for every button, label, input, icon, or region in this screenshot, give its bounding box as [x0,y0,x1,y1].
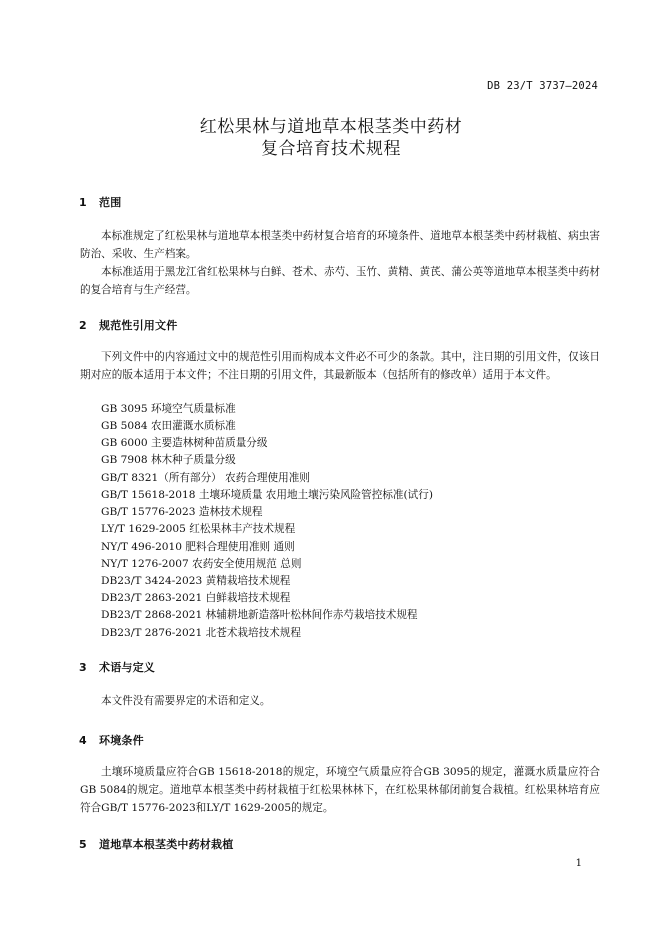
paragraph: 本标准适用于黑龙江省红松果林与白鲜、苍术、赤芍、玉竹、黄精、黄芪、蒲公英等道地草本根茎类中药材的复合培育与生产经营。 [80,266,600,296]
document-title-line-1: 红松果林与道地草本根茎类中药材 [199,117,463,137]
section-title: 术语与定义 [99,661,155,674]
page-number: 1 [575,858,582,869]
section-number: 4 [79,734,87,747]
section-heading-terms-definitions [79,659,155,675]
reference-item: LY/T 1629-2005 红松果林丰产技术规程 [101,523,296,535]
reference-item: NY/T 1276-2007 农药安全使用规范 总则 [101,558,302,570]
reference-item: GB 3095 环境空气质量标准 [101,403,236,415]
section-title: 范围 [99,196,122,209]
section-heading-scope [79,194,121,210]
reference-item: GB/T 15618-2018 土壤环境质量 农用地土壤污染风险管控标准(试行) [101,489,433,501]
section-heading-environment [79,732,144,748]
section-heading-normative-references [79,317,177,333]
reference-item: GB 7908 林木种子质量分级 [101,454,236,466]
section-number: 2 [79,319,87,332]
section-number: 5 [79,838,87,851]
reference-item: GB 6000 主要造林树种苗质量分级 [101,437,268,449]
section-title: 规范性引用文件 [99,319,178,332]
reference-item: DB23/T 3424-2023 黄精栽培技术规程 [101,575,291,587]
section-number: 1 [79,196,87,209]
paragraph: 下列文件中的内容通过文中的规范性引用而构成本文件必不可少的条款。其中，注日期的引用文件，仅该日期对应的版本适用于本文件；不注日期的引用文件，其最新版本（包括所有的修改单）适用于本文件。 [80,351,600,381]
reference-item: DB23/T 2868-2021 林辅耕地新造落叶松林间作赤芍栽培技术规程 [101,609,418,621]
section-heading-planting [79,836,233,852]
section-title: 环境条件 [99,734,144,747]
reference-item: DB23/T 2876-2021 北苍术栽培技术规程 [101,627,301,639]
standard-code: DB 23/T 3737—2024 [487,80,598,92]
section-title: 道地草本根茎类中药材栽植 [99,838,234,851]
reference-item: GB 5084 农田灌溉水质标准 [101,420,236,432]
document-title-line-2: 复合培育技术规程 [261,139,401,159]
reference-item: GB/T 8321（所有部分） 农药合理使用准则 [101,472,310,484]
reference-item: GB/T 15776-2023 造林技术规程 [101,506,263,518]
paragraph: 本标准规定了红松果林与道地草本根茎类中药材复合培育的环境条件、道地草本根茎类中药材栽植、病虫害防治、采收、生产档案。 [80,230,600,260]
paragraph: 土壤环境质量应符合GB 15618-2018的规定，环境空气质量应符合GB 3095的规定，灌溉水质量应符合GB 5084的规定。道地草本根茎类中药材栽植于红松果林林下，在红松果林郁闭前复合栽植。红松果林培育应符合GB/T 15776-2023和LY/T 1629-2005的规定。 [80,766,600,814]
paragraph: 本文件没有需要界定的术语和定义。 [101,695,271,707]
section-number: 3 [79,661,87,674]
reference-item: DB23/T 2863-2021 白鲜栽培技术规程 [101,592,291,604]
reference-item: NY/T 496-2010 肥料合理使用准则 通则 [101,541,295,553]
